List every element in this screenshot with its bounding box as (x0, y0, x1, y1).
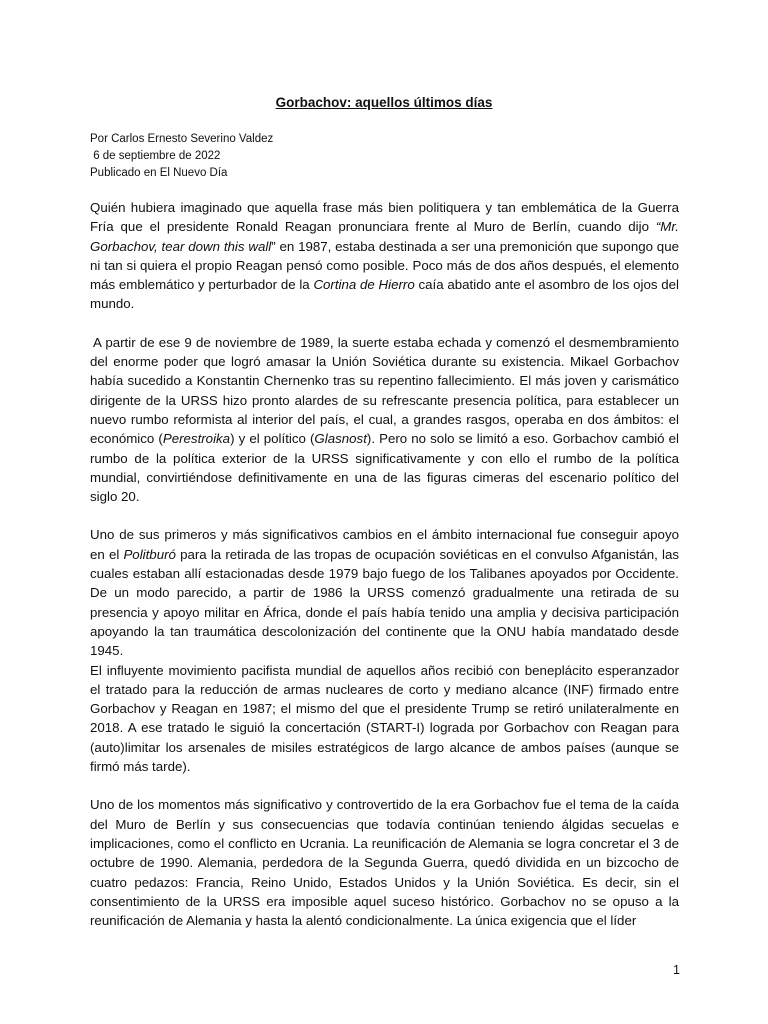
byline-publication: Publicado en El Nuevo Día (90, 167, 228, 179)
paragraph (90, 795, 679, 930)
text-run: ” en 1987, estaba destinada a ser una premonición que supongo que ni tan si quiera el propio Reagan pensó como posible. Poco más de dos años después, el elemento más emblemático y perturbador de la (90, 238, 679, 293)
italic-text: Perestroika (162, 431, 231, 447)
paragraph (90, 198, 679, 314)
text-run: Uno de sus primeros y más significativos cambios en el ámbito internacional fue conseguir apoyo en el (90, 527, 679, 562)
text-run: para la retirada de las tropas de ocupación soviéticas en el convulso Afganistán, las cuales estaban allí estacionadas desde 1979 bajo fuego de los Talibanes apoyados por Occidente. De un modo parecido, a partir de 1986 la URSS comenzó gradualmente una retirada de su presencia y apoyo militar en África, donde el país había tenido una amplia y decisiva participación apoyando la tan traumática descolonización del continente que la ONU había mandatado desde 1945. (90, 546, 679, 659)
italic-text: Politburó (123, 546, 176, 562)
text-run: ). Pero no solo se limitó a eso. Gorbachov cambió el rumbo de la política exterior de la URSS significativamente y con ello el rumbo de la política mundial, convirtiéndose definitivamente en una de las figuras cimeras del escenario político del siglo 20. (90, 431, 679, 505)
document-title: Gorbachov: aquellos últimos días (275, 95, 493, 110)
paragraph (90, 333, 679, 507)
text-run: Quién hubiera imaginado que aquella frase más bien politiquera y tan emblemática de la Guerra Fría que el presidente Ronald Reagan pronunciara frente al Muro de Berlín, cuando dijo (90, 200, 679, 235)
byline (90, 131, 273, 182)
paragraph (90, 661, 679, 777)
text-run: Uno de los momentos más significativo y controvertido de la era Gorbachov fue el tema de la caída del Muro de Berlín y sus consecuencias que todavía continúan teniendo álgidas secuelas e implicaciones, como el conflicto en Ucrania. La reunificación de Alemania se logra concretar el 3 de octubre de 1990. Alemania, perdedora de la Segunda Guerra, quedó dividida en un bizcocho de cuatro pedazos: Francia, Reino Unido, Estados Unidos y la Unión Soviética. Es decir, sin el consentimiento de la URSS era imposible aquel suceso histórico. Gorbachov no se opuso a la reunificación de Alemania y hasta la alentó condicionalmente. La única exigencia que el líder (90, 797, 679, 929)
text-run: ) y el político ( (230, 431, 315, 447)
italic-text: Glasnost (314, 431, 367, 447)
text-run: El influyente movimiento pacifista mundial de aquellos años recibió con beneplácito esperanzador el tratado para la reducción de armas nucleares de corto y mediano alcance (INF) firmado entre Gorbachov y Reagan en 1987; el mismo del que el presidente Trump se retiró unilateralmente en 2018. A ese tratado le siguió la concertación (START-I) lograda por Gorbachov con Reagan para (auto)limitar los arsenales de misiles estratégicos de largo alcance de ambos países (aunque se firmó más tarde). (90, 662, 679, 775)
article-body (90, 198, 679, 930)
italic-text: “Mr. Gorbachov, tear down this wall (90, 219, 679, 254)
paragraph (90, 525, 679, 660)
italic-text: Cortina de Hierro (313, 277, 415, 293)
byline-date: 6 de septiembre de 2022 (90, 150, 221, 162)
page-number: 1 (673, 963, 680, 977)
text-run: A partir de ese 9 de noviembre de 1989, la suerte estaba echada y comenzó el desmembramiento del enorme poder que logró amasar la Unión Soviética durante su existencia. Mikael Gorbachov había sucedido a Konstantin Chernenko tras su repentino fallecimiento. El más joven y carismático dirigente de la URSS hizo pronto alardes de su refrescante presencia política, para establecer un nuevo rumbo reformista al interior del país, el cual, a grandes rasgos, operaba en dos ámbitos: el económico ( (90, 334, 679, 447)
byline-author: Por Carlos Ernesto Severino Valdez (90, 133, 274, 145)
text-run: caía abatido ante el asombro de los ojos del mundo. (90, 277, 679, 312)
